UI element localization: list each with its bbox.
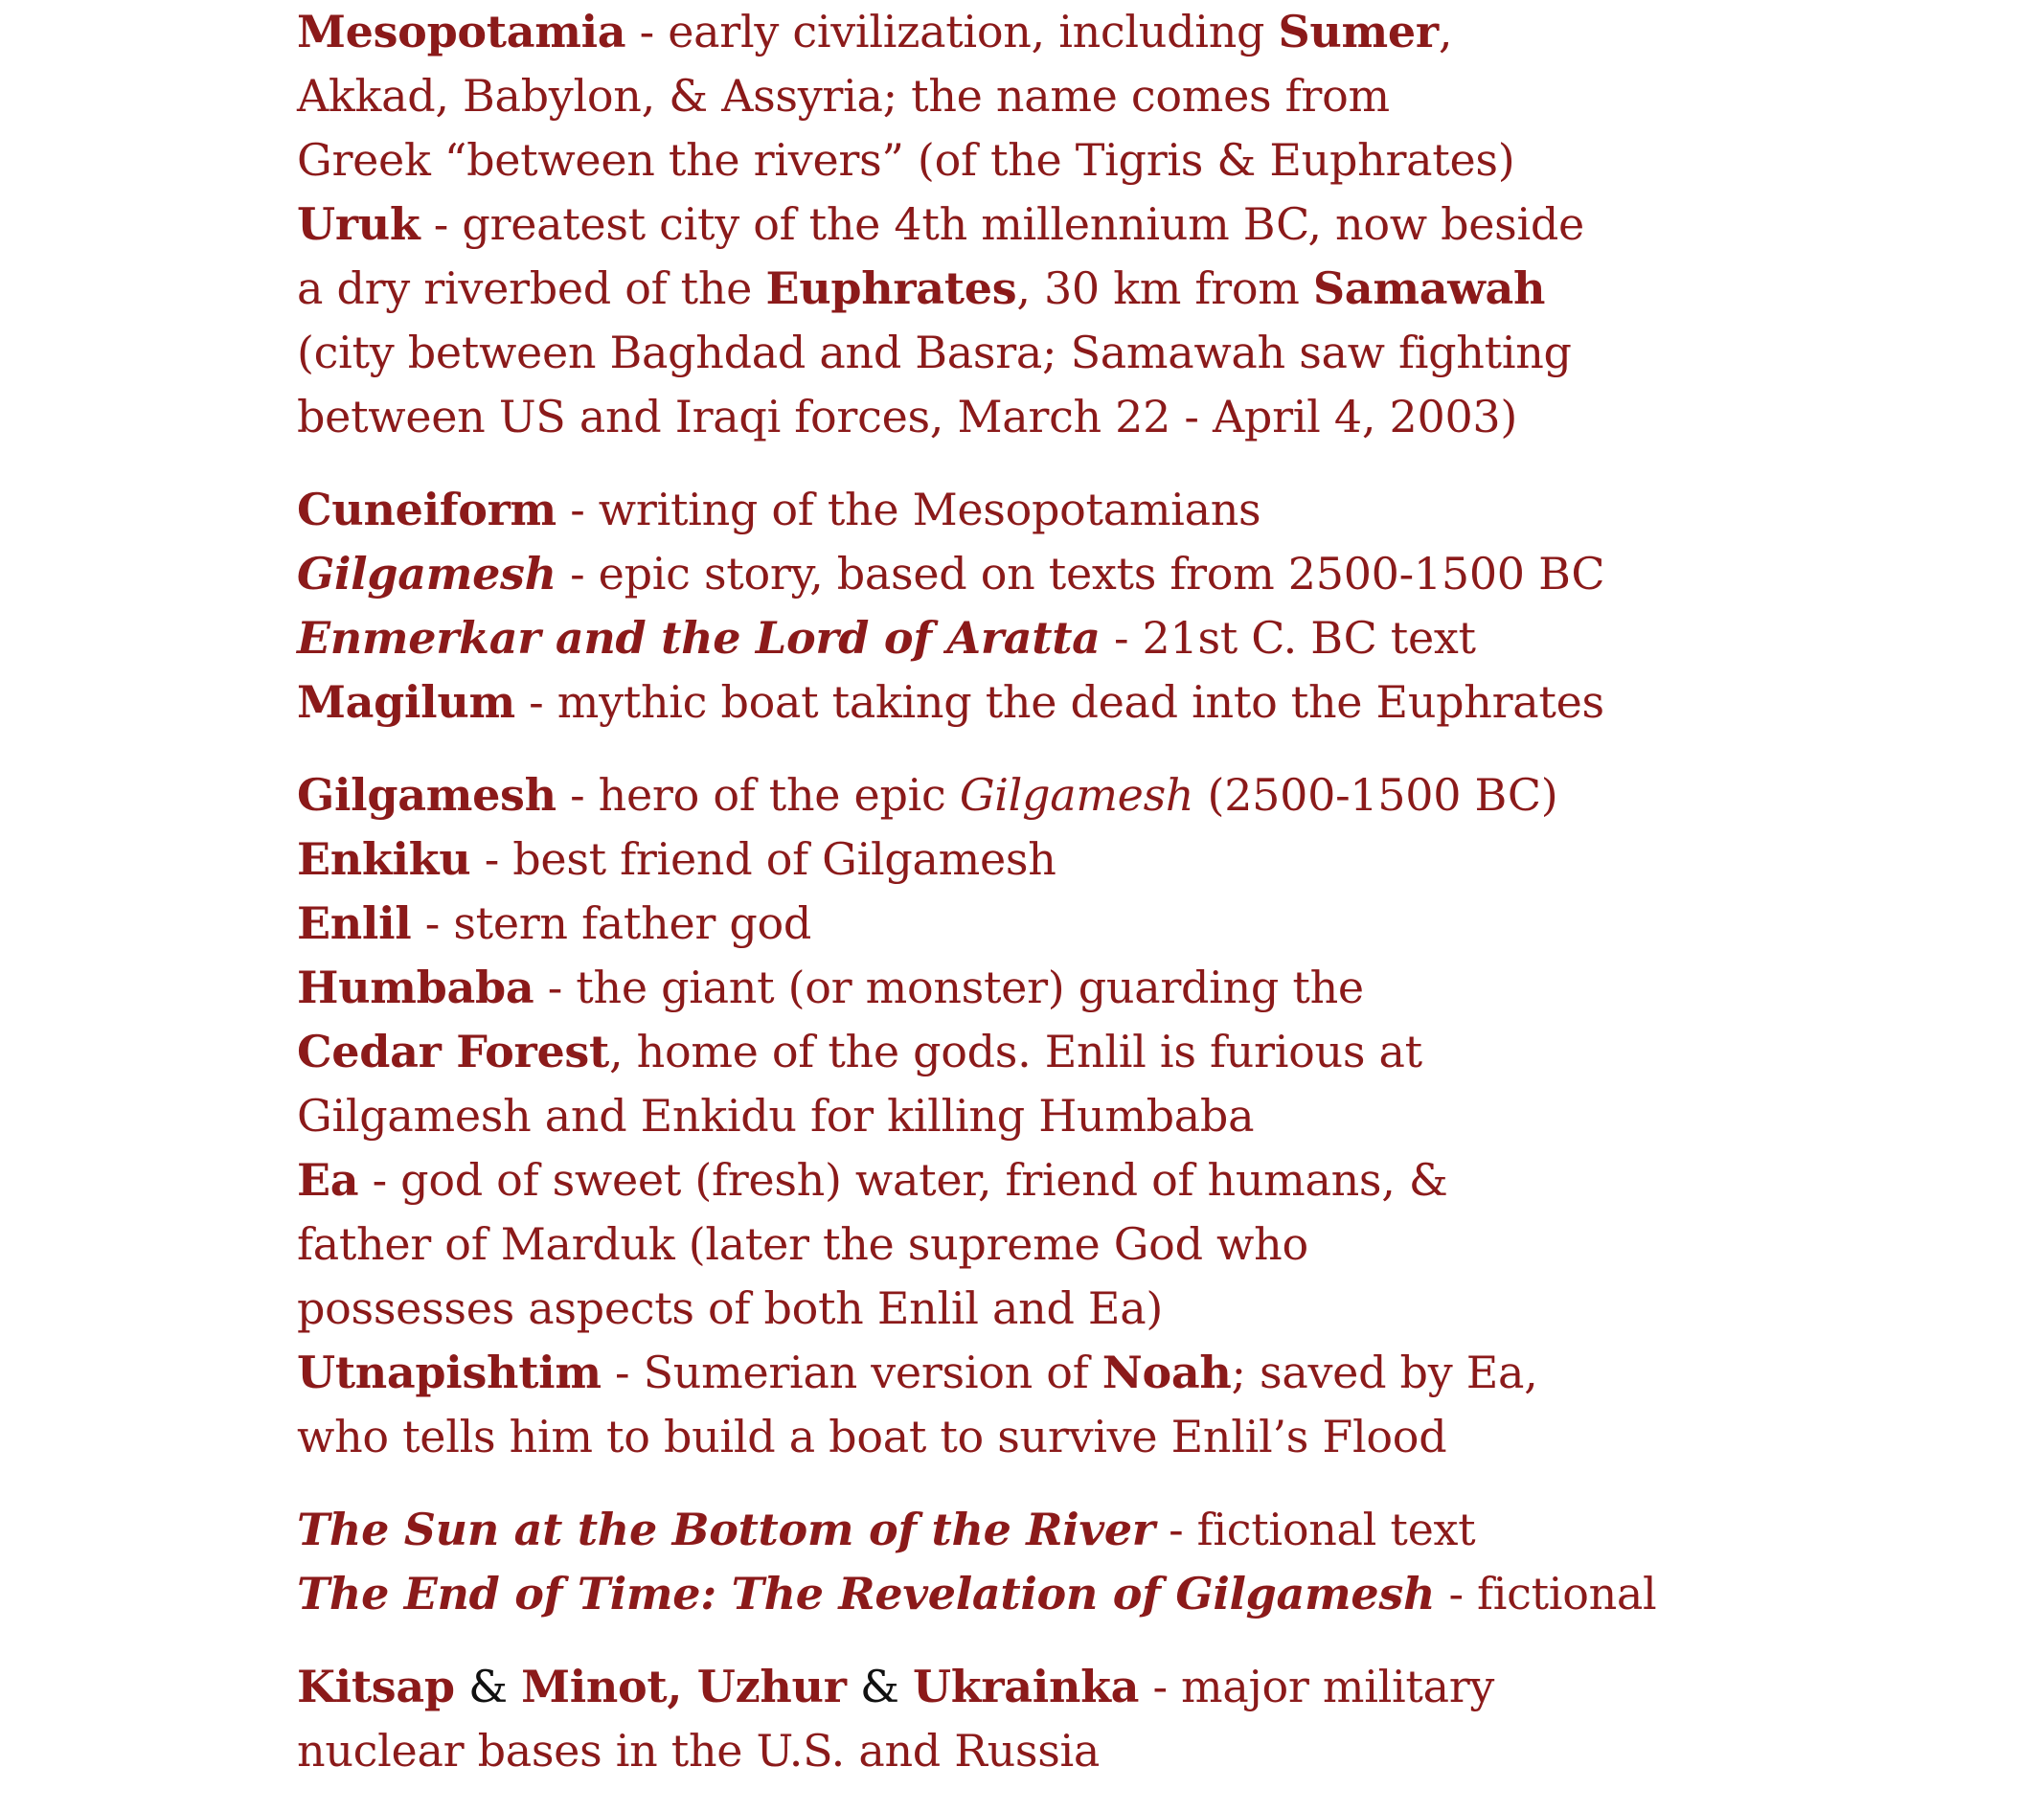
definition-text: (city between Baghdad and Basra; Samawah saw fighting bbox=[297, 327, 1572, 378]
definition-text: - major military bbox=[1139, 1661, 1495, 1712]
entry-line bbox=[297, 956, 2002, 1020]
entry-line bbox=[297, 1084, 2002, 1148]
glossary-entry bbox=[297, 478, 2002, 542]
entry-line bbox=[297, 1719, 2002, 1783]
definition-text: between US and Iraqi forces, March 22 - April 4, 2003) bbox=[297, 391, 1518, 442]
entry-line bbox=[297, 1562, 2002, 1626]
glossary-entry bbox=[297, 606, 2002, 670]
term: Uruk bbox=[297, 198, 420, 250]
term: Utnapishtim bbox=[297, 1347, 602, 1398]
definition-text: ; saved by Ea, bbox=[1231, 1347, 1538, 1398]
glossary-entry bbox=[297, 0, 2002, 193]
entry-line bbox=[297, 1148, 2002, 1212]
term: Mesopotamia bbox=[297, 6, 626, 57]
entry-line bbox=[297, 0, 2002, 64]
definition-text: - hero of the epic bbox=[556, 769, 960, 821]
definition-text: - fictional bbox=[1435, 1568, 1657, 1619]
term: The End of Time: The Revelation of Gilgamesh bbox=[297, 1568, 1436, 1619]
term: Kitsap bbox=[297, 1661, 455, 1712]
definition-text: - stern father god bbox=[411, 897, 812, 949]
entry-line bbox=[297, 670, 2002, 735]
entry-line bbox=[297, 827, 2002, 892]
entry-line bbox=[297, 478, 2002, 542]
glossary bbox=[297, 0, 2002, 1812]
definition-text: , 30 km from bbox=[1016, 262, 1313, 314]
definition-text: - writing of the Mesopotamians bbox=[556, 484, 1261, 535]
definition-text: Akkad, Babylon, & Assyria; the name comes from bbox=[297, 70, 1390, 122]
glossary-group bbox=[297, 478, 2002, 735]
term: Humbaba bbox=[297, 962, 534, 1013]
glossary-entry bbox=[297, 670, 2002, 735]
entry-line bbox=[297, 1655, 2002, 1719]
term: Noah bbox=[1101, 1347, 1232, 1398]
glossary-group bbox=[297, 1498, 2002, 1626]
definition-text: , home of the gods. Enlil is furious at bbox=[608, 1026, 1422, 1077]
entry-line bbox=[297, 892, 2002, 956]
entry-line bbox=[297, 1020, 2002, 1084]
entry-line bbox=[297, 1277, 2002, 1341]
definition-text: - mythic boat taking the dead into the Euphrates bbox=[514, 676, 1604, 728]
term: Samawah bbox=[1312, 262, 1546, 314]
entry-line bbox=[297, 542, 2002, 606]
definition-text: - best friend of Gilgamesh bbox=[470, 833, 1056, 885]
term: Sumer bbox=[1278, 6, 1439, 57]
glossary-entry bbox=[297, 827, 2002, 892]
glossary-entry bbox=[297, 763, 2002, 827]
definition-text: father of Marduk (later the supreme God who bbox=[297, 1218, 1308, 1270]
entry-line bbox=[297, 1341, 2002, 1405]
definition-text: - the giant (or monster) guarding the bbox=[534, 962, 1364, 1013]
entry-line bbox=[297, 606, 2002, 670]
entry-line bbox=[297, 321, 2002, 385]
entry-line bbox=[297, 64, 2002, 128]
definition-text: - god of sweet (fresh) water, friend of humans, & bbox=[358, 1154, 1448, 1206]
definition-text: Greek “between the rivers” (of the Tigris & Euphrates) bbox=[297, 134, 1515, 186]
term: Minot, Uzhur bbox=[521, 1661, 847, 1712]
definition-text: Gilgamesh and Enkidu for killing Humbaba bbox=[297, 1090, 1255, 1142]
definition-text: - fictional text bbox=[1154, 1504, 1476, 1555]
glossary-entry bbox=[297, 956, 2002, 1148]
term: The Sun at the Bottom of the River bbox=[297, 1504, 1155, 1555]
definition-text: a dry riverbed of the bbox=[297, 262, 766, 314]
term: Ukrainka bbox=[912, 1661, 1140, 1712]
ampersand: & bbox=[846, 1661, 913, 1712]
term: Magilum bbox=[297, 676, 515, 728]
definition-text: nuclear bases in the U.S. and Russia bbox=[297, 1725, 1101, 1777]
entry-line bbox=[297, 128, 2002, 193]
glossary-group bbox=[297, 0, 2002, 449]
glossary-entry bbox=[297, 1148, 2002, 1341]
ampersand: & bbox=[454, 1661, 522, 1712]
definition-text: - greatest city of the 4th millennium BC, now beside bbox=[420, 198, 1584, 250]
glossary-entry bbox=[297, 892, 2002, 956]
definition-text: who tells him to build a boat to survive Enlil’s Flood bbox=[297, 1411, 1447, 1462]
glossary-group bbox=[297, 763, 2002, 1469]
term: Cuneiform bbox=[297, 484, 556, 535]
glossary-entry bbox=[297, 193, 2002, 449]
term: Enmerkar and the Lord of Aratta bbox=[297, 612, 1101, 664]
entry-line bbox=[297, 1405, 2002, 1469]
entry-line bbox=[297, 257, 2002, 321]
term: Gilgamesh bbox=[297, 769, 556, 821]
term: Euphrates bbox=[765, 262, 1017, 314]
glossary-entry bbox=[297, 1498, 2002, 1562]
definition-text: possesses aspects of both Enlil and Ea) bbox=[297, 1282, 1163, 1334]
glossary-entry bbox=[297, 1655, 2002, 1783]
entry-line bbox=[297, 385, 2002, 449]
glossary-entry bbox=[297, 542, 2002, 606]
glossary-entry bbox=[297, 1562, 2002, 1626]
glossary-group bbox=[297, 1655, 2002, 1783]
term: Gilgamesh bbox=[297, 548, 556, 600]
term: Ea bbox=[297, 1154, 359, 1206]
definition-text: - epic story, based on texts from 2500-1500 BC bbox=[556, 548, 1605, 600]
glossary-entry bbox=[297, 1341, 2002, 1469]
term: Cedar Forest bbox=[297, 1026, 609, 1077]
definition-text: - Sumerian version of bbox=[601, 1347, 1102, 1398]
definition-text: - early civilization, including bbox=[625, 6, 1279, 57]
term: Enkiku bbox=[297, 833, 471, 885]
term: Enlil bbox=[297, 897, 412, 949]
definition-text: (2500-1500 BC) bbox=[1193, 769, 1558, 821]
definition-text: , bbox=[1438, 6, 1453, 57]
entry-line bbox=[297, 1212, 2002, 1277]
definition-text: - 21st C. BC text bbox=[1100, 612, 1476, 664]
entry-line bbox=[297, 763, 2002, 827]
term: Gilgamesh bbox=[959, 769, 1194, 821]
entry-line bbox=[297, 193, 2002, 257]
entry-line bbox=[297, 1498, 2002, 1562]
